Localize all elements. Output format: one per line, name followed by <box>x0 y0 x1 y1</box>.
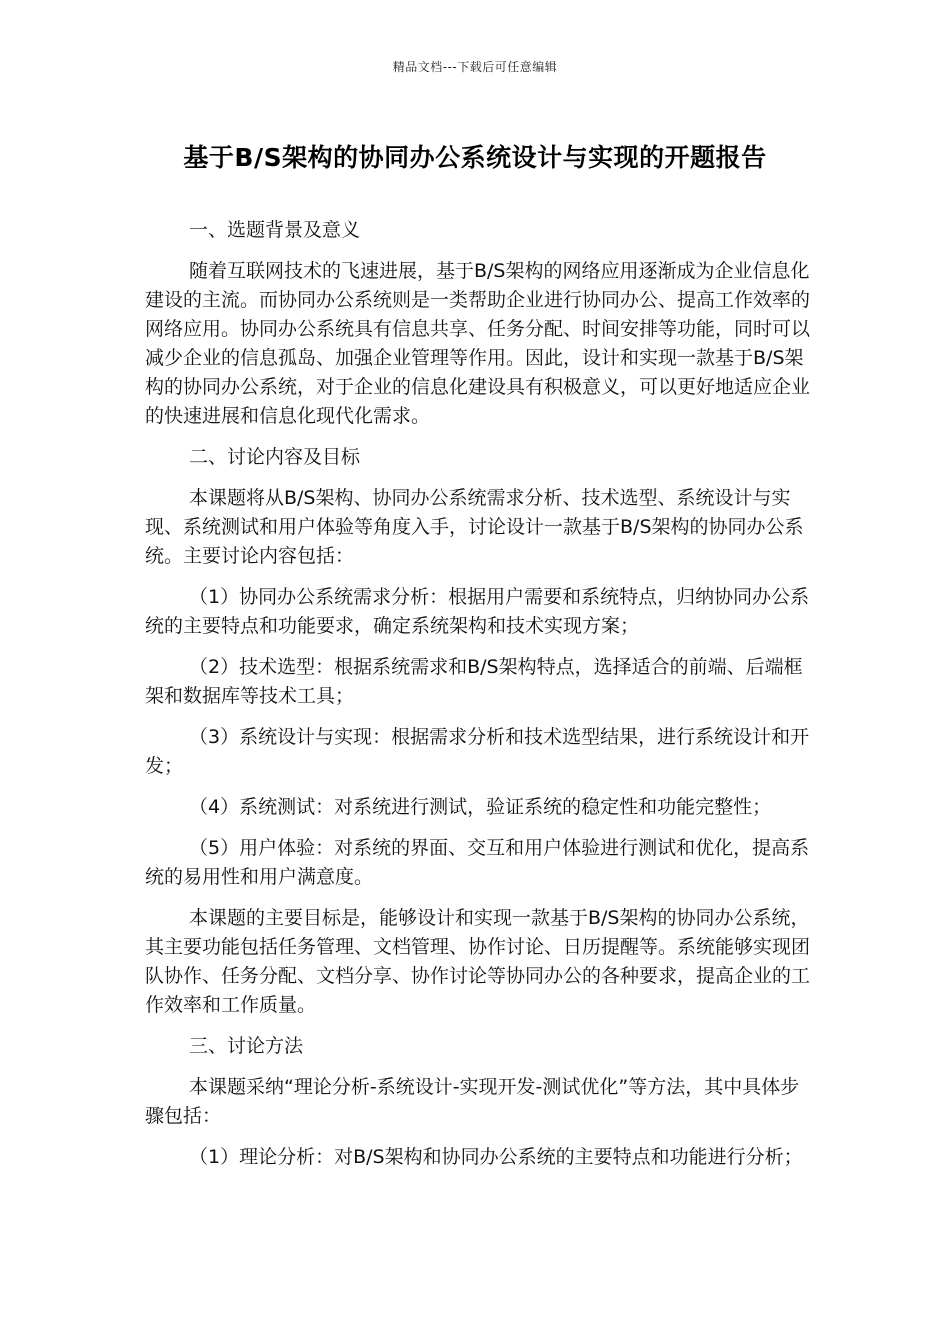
background-paragraph: 随着互联网技术的飞速进展，基于B/S架构的网络应用逐渐成为企业信息化建设的主流。而协同办公系统则是一类帮助企业进行协同办公、提高工作效率的网络应用。协同办公系统具有信息共享、任务分配、时间安排等功能，同时可以减少企业的信息孤岛、加强企业管理等作用。因此，设计和实现一款基于B/S架构的协同办公系统，对于企业的信息化建设具有积极意义，可以更好地适应企业的快速进展和信息化现代化需求。 <box>145 260 811 427</box>
content-item-3: （3）系统设计与实现：根据需求分析和技术选型结果，进行系统设计和开发； <box>145 726 810 777</box>
content-item-1: （1）协同办公系统需求分析：根据用户需要和系统特点，归纳协同办公系统的主要特点和功能要求，确定系统架构和技术实现方案； <box>145 586 810 637</box>
page-header: 精品文档---下载后可任意编辑 <box>392 60 558 74</box>
section-heading-methods: 三、讨论方法 <box>189 1035 304 1057</box>
content-item-5: （5）用户体验：对系统的界面、交互和用户体验进行测试和优化，提高系统的易用性和用户满意度。 <box>145 837 810 888</box>
goals-paragraph: 本课题的主要目标是，能够设计和实现一款基于B/S架构的协同办公系统，其主要功能包括任务管理、文档管理、协作讨论、日历提醒等。系统能够实现团队协作、任务分配、文档分享、协作讨论等协同办公的各种要求，提高企业的工作效率和工作质量。 <box>145 907 811 1016</box>
section-heading-background: 一、选题背景及意义 <box>189 219 361 241</box>
methods-item-1: （1）理论分析：对B/S架构和协同办公系统的主要特点和功能进行分析； <box>189 1146 803 1168</box>
document-body <box>145 216 815 1172</box>
section-heading-content-goals: 二、讨论内容及目标 <box>189 446 361 468</box>
methods-intro-paragraph: 本课题采纳“理论分析-系统设计-实现开发-测试优化”等方法，其中具体步骤包括： <box>145 1076 800 1127</box>
document-title: 基于B/S架构的协同办公系统设计与实现的开题报告 <box>183 143 767 172</box>
content-item-2: （2）技术选型：根据系统需求和B/S架构特点，选择适合的前端、后端框架和数据库等技术工具； <box>145 656 803 707</box>
content-item-4: （4）系统测试：对系统进行测试，验证系统的稳定性和功能完整性； <box>189 796 772 818</box>
content-intro-paragraph: 本课题将从B/S架构、协同办公系统需求分析、技术选型、系统设计与实现、系统测试和用户体验等角度入手，讨论设计一款基于B/S架构的协同办公系统。主要讨论内容包括： <box>145 487 804 567</box>
